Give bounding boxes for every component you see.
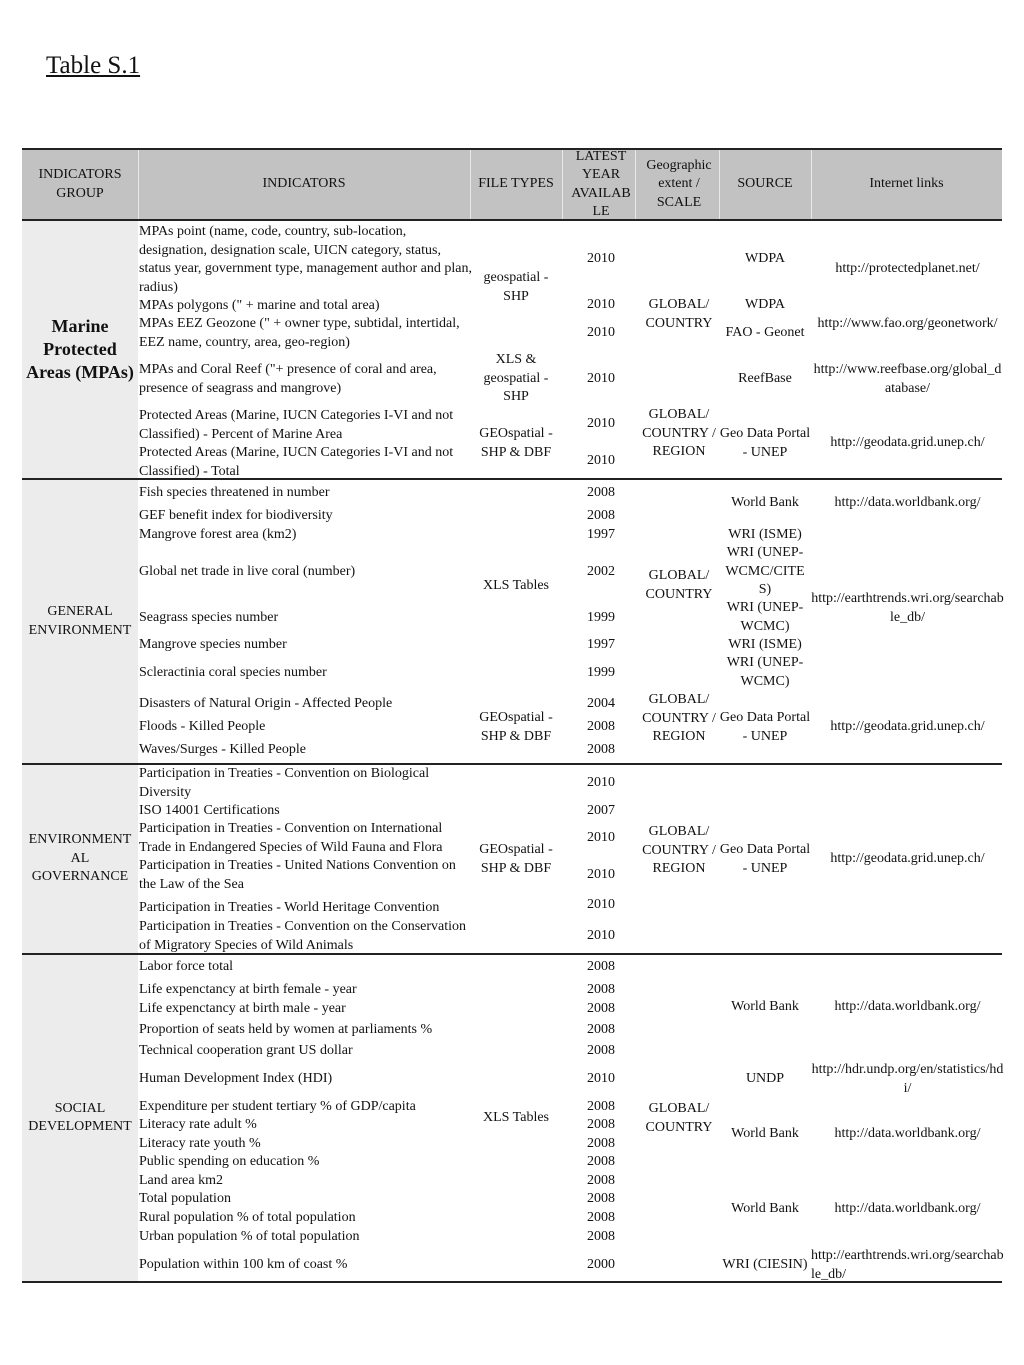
indicator-cell: Population within 100 km of coast % bbox=[139, 1257, 348, 1272]
source-cell: WRI (UNEP-WCMC/CITE S) bbox=[725, 545, 805, 597]
source-cell: WDPA bbox=[745, 297, 785, 312]
year-cell: 2007 bbox=[587, 803, 615, 818]
header-divider bbox=[719, 150, 720, 219]
indicator-cell: Global net trade in live coral (number) bbox=[139, 564, 356, 579]
geo-extent-cell: GLOBAL/ COUNTRY bbox=[645, 1101, 713, 1135]
file-type-cell: GEOspatial - SHP & DBF bbox=[479, 842, 553, 876]
year-cell: 2002 bbox=[587, 564, 615, 579]
indicator-cell: Mangrove forest area (km2) bbox=[139, 527, 297, 542]
source-cell: ReefBase bbox=[738, 371, 792, 386]
source-cell: WRI (ISME) bbox=[728, 637, 802, 652]
year-cell: 2008 bbox=[587, 1173, 615, 1188]
header-indicators: INDICATORS bbox=[262, 176, 346, 192]
group-label-environmental-governance: ENVIRONMENT AL GOVERNANCE bbox=[28, 832, 132, 885]
file-type-cell: geospatial - SHP bbox=[483, 270, 549, 304]
source-cell: WDPA bbox=[745, 251, 785, 266]
year-cell: 1997 bbox=[587, 527, 615, 542]
link-cell[interactable]: http://hdr.undp.org/en/statistics/hdi/ bbox=[811, 1062, 1004, 1096]
indicator-cell: MPAs polygons (" + marine and total area) bbox=[139, 298, 380, 313]
year-cell: 2010 bbox=[587, 897, 615, 912]
indicator-cell: Urban population % of total population bbox=[139, 1229, 360, 1244]
source-cell: World Bank bbox=[731, 495, 799, 510]
indicator-cell: ISO 14001 Certifications bbox=[139, 803, 280, 818]
geo-extent-cell: GLOBAL/ COUNTRY / REGION bbox=[642, 824, 716, 876]
year-cell: 2010 bbox=[587, 325, 615, 340]
indicator-cell: Proportion of seats held by women at parliaments % bbox=[139, 1022, 433, 1037]
source-cell: WRI (UNEP-WCMC) bbox=[726, 655, 804, 689]
indicator-cell: Scleractinia coral species number bbox=[139, 665, 327, 680]
header-divider bbox=[138, 150, 139, 219]
year-cell: 2008 bbox=[587, 719, 615, 734]
source-cell: Geo Data Portal - UNEP bbox=[719, 710, 811, 744]
indicator-cell: Expenditure per student tertiary % of GDP/capita bbox=[139, 1099, 416, 1114]
group-label-general-environment: GENERAL ENVIRONMENT bbox=[28, 604, 132, 638]
link-cell[interactable]: http://earthtrends.wri.org/searchable_db/ bbox=[811, 1248, 1004, 1282]
geo-extent-cell: GLOBAL/ COUNTRY / REGION bbox=[642, 692, 716, 744]
indicator-cell: Seagrass species number bbox=[139, 610, 279, 625]
indicator-cell: Participation in Treaties - World Heritage Convention bbox=[139, 900, 440, 915]
indicators-table bbox=[22, 148, 1002, 1283]
header-internet-links: Internet links bbox=[869, 176, 944, 192]
year-cell: 2010 bbox=[587, 251, 615, 266]
year-cell: 2004 bbox=[587, 696, 615, 711]
table-header bbox=[22, 148, 1002, 221]
file-type-cell: XLS Tables bbox=[482, 578, 550, 593]
year-cell: 2008 bbox=[587, 1136, 615, 1151]
source-cell: World Bank bbox=[731, 1201, 799, 1216]
header-divider bbox=[470, 150, 471, 219]
year-cell: 2010 bbox=[587, 867, 615, 882]
year-cell: 2008 bbox=[587, 1043, 615, 1058]
indicator-cell: Disasters of Natural Origin - Affected People bbox=[139, 696, 393, 711]
link-cell[interactable]: http://geodata.grid.unep.ch/ bbox=[830, 851, 985, 866]
indicator-cell: Technical cooperation grant US dollar bbox=[139, 1043, 353, 1058]
year-cell: 2008 bbox=[587, 1001, 615, 1016]
year-cell: 2008 bbox=[587, 1117, 615, 1132]
indicator-cell: Literacy rate adult % bbox=[139, 1117, 257, 1132]
source-cell: WRI (ISME) bbox=[728, 527, 802, 542]
year-cell: 1999 bbox=[587, 665, 615, 680]
indicator-cell: Total population bbox=[139, 1191, 231, 1206]
header-indicators-group: INDICATORS GROUP bbox=[38, 167, 122, 201]
header-file-types: FILE TYPES bbox=[478, 176, 554, 192]
link-cell[interactable]: http://data.worldbank.org/ bbox=[834, 1126, 981, 1141]
header-divider bbox=[562, 150, 563, 219]
file-type-cell: GEOspatial - SHP & DBF bbox=[479, 426, 553, 460]
year-cell: 2010 bbox=[587, 775, 615, 790]
geo-extent-cell: GLOBAL/ COUNTRY bbox=[645, 297, 713, 331]
indicator-cell: Labor force total bbox=[139, 959, 234, 974]
indicator-cell: Human Development Index (HDI) bbox=[139, 1071, 333, 1086]
link-cell[interactable]: http://protectedplanet.net/ bbox=[835, 261, 980, 276]
link-cell[interactable]: http://www.reefbase.org/global_database/ bbox=[813, 362, 1002, 396]
indicator-cell: Floods - Killed People bbox=[139, 719, 266, 734]
year-cell: 2008 bbox=[587, 508, 615, 523]
year-cell: 2008 bbox=[587, 959, 615, 974]
source-cell: UNDP bbox=[745, 1071, 785, 1086]
source-cell: WRI (UNEP-WCMC) bbox=[726, 600, 804, 634]
header-divider bbox=[635, 150, 636, 219]
year-cell: 2010 bbox=[587, 830, 615, 845]
indicator-cell: MPAs and Coral Reef ("+ presence of coral and area, presence of seagrass and mangrove) bbox=[139, 362, 437, 396]
indicator-cell: Waves/Surges - Killed People bbox=[139, 742, 306, 757]
indicator-cell: Fish species threatened in number bbox=[139, 485, 330, 500]
year-cell: 2010 bbox=[587, 928, 615, 943]
year-cell: 2008 bbox=[587, 982, 615, 997]
indicator-cell: Protected Areas (Marine, IUCN Categories I-VI and not Classified) - Percent of Marine Area bbox=[139, 408, 454, 442]
year-cell: 1997 bbox=[587, 637, 615, 652]
file-type-cell: XLS & geospatial - SHP bbox=[483, 352, 549, 404]
indicator-cell: Participation in Treaties - Convention on Biological Diversity bbox=[139, 766, 430, 800]
header-latest-year: LATEST YEAR AVAILAB LE bbox=[571, 148, 631, 219]
source-cell: WRI (CIESIN) bbox=[722, 1257, 808, 1272]
indicator-cell: Land area km2 bbox=[139, 1173, 223, 1188]
year-cell: 2008 bbox=[587, 742, 615, 757]
indicator-cell: MPAs point (name, code, country, sub-location, designation, designation scale, UICN category, status, status year, government type, management author and plan, radius) bbox=[139, 224, 472, 295]
year-cell: 2000 bbox=[587, 1257, 615, 1272]
group-label-social-development: SOCIAL DEVELOPMENT bbox=[28, 1100, 132, 1134]
year-cell: 2008 bbox=[587, 485, 615, 500]
year-cell: 1999 bbox=[587, 610, 615, 625]
year-cell: 2010 bbox=[587, 1071, 615, 1086]
header-geographic-extent: Geographic extent / SCALE bbox=[646, 157, 712, 210]
indicator-cell: GEF benefit index for biodiversity bbox=[139, 508, 333, 523]
indicator-cell: Protected Areas (Marine, IUCN Categories I-VI and not Classified) - Total bbox=[139, 445, 454, 479]
indicator-cell: Life expenctancy at birth female - year bbox=[139, 982, 357, 997]
source-cell: FAO - Geonet bbox=[725, 325, 805, 340]
year-cell: 2008 bbox=[587, 1154, 615, 1169]
source-cell: World Bank bbox=[731, 999, 799, 1014]
source-cell: Geo Data Portal - UNEP bbox=[719, 426, 811, 460]
group-label-mpas: Marine Protected Areas (MPAs) bbox=[26, 316, 134, 382]
year-cell: 2010 bbox=[587, 371, 615, 386]
indicator-cell: Participation in Treaties - Convention on International Trade in Endangered Species of Wild Fauna and Flora bbox=[139, 821, 443, 855]
header-divider bbox=[811, 150, 812, 219]
link-cell[interactable]: http://data.worldbank.org/ bbox=[834, 495, 981, 510]
link-cell[interactable]: http://geodata.grid.unep.ch/ bbox=[830, 719, 985, 734]
indicator-cell: Participation in Treaties - Convention on the Conservation of Migratory Species of Wild Animals bbox=[139, 919, 467, 953]
year-cell: 2008 bbox=[587, 1022, 615, 1037]
indicator-cell: Literacy rate youth % bbox=[139, 1136, 261, 1151]
link-cell[interactable]: http://geodata.grid.unep.ch/ bbox=[830, 435, 985, 450]
year-cell: 2010 bbox=[587, 297, 615, 312]
page-title: Table S.1 bbox=[46, 52, 141, 79]
indicator-cell: Participation in Treaties - United Nations Convention on the Law of the Sea bbox=[139, 858, 456, 892]
year-cell: 2008 bbox=[587, 1229, 615, 1244]
file-type-cell: XLS Tables bbox=[482, 1110, 550, 1125]
source-cell: Geo Data Portal - UNEP bbox=[719, 842, 811, 876]
indicator-cell: Rural population % of total population bbox=[139, 1210, 356, 1225]
year-cell: 2008 bbox=[587, 1099, 615, 1114]
indicator-cell: MPAs EEZ Geozone (" + owner type, subtidal, intertidal, EEZ name, country, area, geo-region) bbox=[139, 316, 460, 350]
year-cell: 2008 bbox=[587, 1191, 615, 1206]
link-cell[interactable]: http://data.worldbank.org/ bbox=[834, 1201, 981, 1216]
year-cell: 2010 bbox=[587, 416, 615, 431]
geo-extent-cell: GLOBAL/ COUNTRY bbox=[645, 568, 713, 602]
year-cell: 2008 bbox=[587, 1210, 615, 1225]
geo-extent-cell: GLOBAL/ COUNTRY / REGION bbox=[642, 407, 716, 459]
source-cell: World Bank bbox=[731, 1126, 799, 1141]
indicator-cell: Public spending on education % bbox=[139, 1154, 320, 1169]
indicator-cell: Mangrove species number bbox=[139, 637, 287, 652]
year-cell: 2010 bbox=[587, 453, 615, 468]
link-cell[interactable]: http://earthtrends.wri.org/searchable_db/ bbox=[811, 591, 1004, 625]
indicator-cell: Life expenctancy at birth male - year bbox=[139, 1001, 346, 1016]
link-cell[interactable]: http://www.fao.org/geonetwork/ bbox=[817, 316, 998, 331]
file-type-cell: GEOspatial - SHP & DBF bbox=[479, 710, 553, 744]
header-source: SOURCE bbox=[737, 176, 793, 192]
link-cell[interactable]: http://data.worldbank.org/ bbox=[834, 999, 981, 1014]
